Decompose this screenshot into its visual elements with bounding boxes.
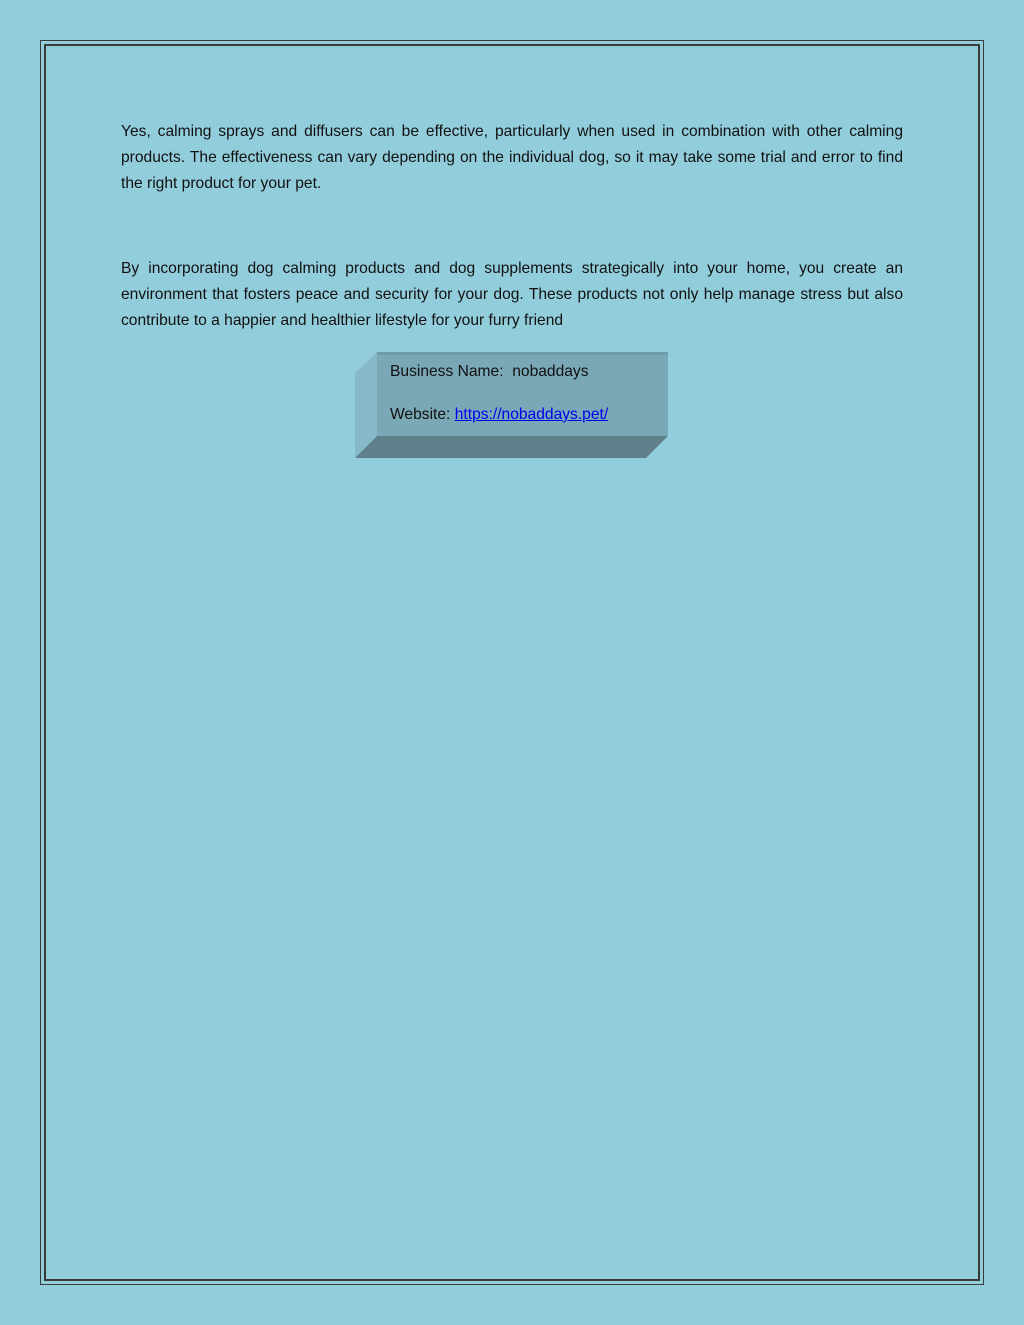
business-name-label: Business Name: (390, 363, 504, 380)
business-name-line (390, 362, 589, 382)
box-top-edge (377, 352, 668, 355)
website-label: Website: (390, 406, 451, 423)
page-border (40, 40, 984, 1285)
website-line (390, 405, 608, 425)
paragraph-calming-sprays: Yes, calming sprays and diffusers can be effective, particularly when used in combination with other calming products. The effectiveness can vary depending on the individual dog, so it may take some trial and error to find the right product for your pet. (121, 123, 903, 192)
paragraph-calming-products: By incorporating dog calming products and dog supplements strategically into your home, you create an environment that fosters peace and security for your dog. These products not only help manage stress but also contribute to a happier and healthier lifestyle for your furry friend (121, 260, 903, 329)
business-info-box (355, 352, 668, 459)
page-border-inner (44, 44, 980, 1281)
business-name-value: nobaddays (512, 363, 589, 380)
box-bottom-bevel (355, 436, 668, 458)
website-link[interactable]: https://nobaddays.pet/ (454, 406, 609, 423)
